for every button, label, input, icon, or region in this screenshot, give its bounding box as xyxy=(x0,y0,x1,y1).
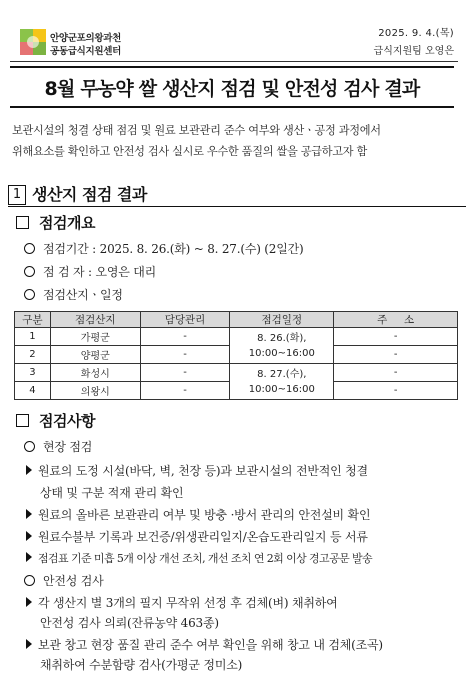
header-cell: 주 소 xyxy=(334,312,458,328)
overview-item xyxy=(24,240,304,257)
safety-item xyxy=(26,594,338,611)
cell-no: 3 xyxy=(15,364,51,382)
finding-item xyxy=(26,506,370,523)
overview-item xyxy=(24,263,156,280)
safety-check-label xyxy=(24,572,104,589)
cell-manager: - xyxy=(140,346,230,364)
cell-address: - xyxy=(334,328,458,346)
schedule-table xyxy=(14,311,458,400)
finding-item-text: 원료의 올바른 보관관리 여부 및 방충 ·방서 관리의 안전설비 확인 xyxy=(38,508,371,522)
section-underline xyxy=(8,206,466,207)
header-divider xyxy=(10,61,458,62)
cell-no: 4 xyxy=(15,382,51,400)
cell-manager: - xyxy=(140,328,230,346)
cell-address: - xyxy=(334,382,458,400)
finding-item xyxy=(26,528,368,545)
section-number-box: 1 xyxy=(8,185,26,205)
report-date: 2025. 9. 4.(목) xyxy=(378,28,454,39)
org-name-line2: 공동급식지원센터 xyxy=(50,46,122,57)
triangle-bullet-icon xyxy=(26,465,32,475)
cell-manager: - xyxy=(140,382,230,400)
circle-bullet-icon xyxy=(24,266,35,277)
overview-item-text: 점 검 자 : 오영은 대리 xyxy=(43,265,157,279)
title-box xyxy=(10,66,454,108)
square-bullet-icon xyxy=(16,414,29,427)
finding-item xyxy=(26,550,372,566)
header-cell: 점검산지 xyxy=(50,312,140,328)
safety-item-continuation: 채취하여 수분함량 검사(가평군 정미소) xyxy=(40,658,243,672)
finding-item xyxy=(26,462,368,479)
page-title: 8월 무농약 쌀 생산지 점검 및 안전성 검사 결과 xyxy=(44,77,420,100)
section-title: 생산지 점검 결과 xyxy=(32,185,147,204)
header-cell: 담당관리 xyxy=(140,312,230,328)
schedule-time: 10:00~16:00 xyxy=(248,347,315,359)
overview-item-text: 점검기간 : 2025. 8. 26.(화) ~ 8. 27.(수) (2일간) xyxy=(43,242,304,256)
safety-item-continuation: 안전성 검사 의뢰(잔류농약 463종) xyxy=(40,616,219,630)
triangle-bullet-icon xyxy=(26,639,32,649)
triangle-bullet-icon xyxy=(26,552,32,562)
overview-item xyxy=(24,286,123,303)
finding-item-text: 원료의 도정 시설(바닥, 벽, 천장 등)과 보관시설의 전반적인 청결 xyxy=(38,464,368,478)
header-cell: 점검일정 xyxy=(230,312,334,328)
cell-schedule xyxy=(230,364,334,400)
summary-line: 위해요소를 확인하고 안전성 검사 실시로 우수한 품질의 쌀을 공급하고자 함 xyxy=(12,145,368,158)
site-check-label xyxy=(24,438,92,455)
overview-heading xyxy=(16,212,95,233)
triangle-bullet-icon xyxy=(26,531,32,541)
finding-item-continuation: 상태 및 구분 적재 관리 확인 xyxy=(40,486,184,500)
cell-region: 의왕시 xyxy=(50,382,140,400)
triangle-bullet-icon xyxy=(26,509,32,519)
circle-bullet-icon xyxy=(24,243,35,254)
table-row xyxy=(15,328,458,346)
circle-bullet-icon xyxy=(24,441,35,452)
cell-schedule xyxy=(230,328,334,364)
overview-heading-text: 점검개요 xyxy=(39,214,95,232)
cell-region: 가평군 xyxy=(50,328,140,346)
center-logo-icon xyxy=(20,29,46,55)
summary-line: 보관시설의 청결 상태 점검 및 원료 보관관리 준수 여부와 생산ㆍ공정 과정에서 xyxy=(12,124,381,137)
safety-check-label-text: 안전성 검사 xyxy=(43,574,104,588)
findings-heading xyxy=(16,410,95,431)
finding-item-text: 점검표 기준 미흡 5개 이상 개선 조치, 개선 조치 연 2회 이상 경고공문 발송 xyxy=(38,552,373,565)
circle-bullet-icon xyxy=(24,575,35,586)
triangle-bullet-icon xyxy=(26,597,32,607)
findings-heading-text: 점검사항 xyxy=(39,412,95,430)
finding-item-text: 원료수불부 기록과 보건증/위생관리일지/온습도관리일지 등 서류 xyxy=(38,530,368,544)
cell-address: - xyxy=(334,364,458,382)
summary-text xyxy=(12,120,462,162)
schedule-date: 8. 27.(수), xyxy=(257,368,307,380)
circle-bullet-icon xyxy=(24,289,35,300)
cell-manager: - xyxy=(140,364,230,382)
schedule-time: 10:00~16:00 xyxy=(248,383,315,395)
overview-item-text: 점검산지ㆍ일정 xyxy=(43,288,123,302)
cell-no: 2 xyxy=(15,346,51,364)
safety-item-text: 각 생산지 별 3개의 필지 무작위 선정 후 검체(벼) 채취하여 xyxy=(38,596,338,610)
safety-item xyxy=(26,636,383,653)
table-header-row xyxy=(15,312,458,328)
header-cell: 구분 xyxy=(15,312,51,328)
cell-region: 양평군 xyxy=(50,346,140,364)
cell-region: 화성시 xyxy=(50,364,140,382)
table-row xyxy=(15,364,458,382)
safety-item-text: 보관 창고 현장 품질 관리 준수 여부 확인을 위해 창고 내 검체(조곡) xyxy=(38,638,383,652)
site-check-label-text: 현장 점검 xyxy=(43,440,93,454)
schedule-date: 8. 26.(화), xyxy=(257,332,307,344)
cell-no: 1 xyxy=(15,328,51,346)
report-author: 급식지원팀 오영은 xyxy=(373,46,454,57)
cell-address: - xyxy=(334,346,458,364)
org-name-line1: 안양군포의왕과천 xyxy=(50,33,122,44)
square-bullet-icon xyxy=(16,216,29,229)
